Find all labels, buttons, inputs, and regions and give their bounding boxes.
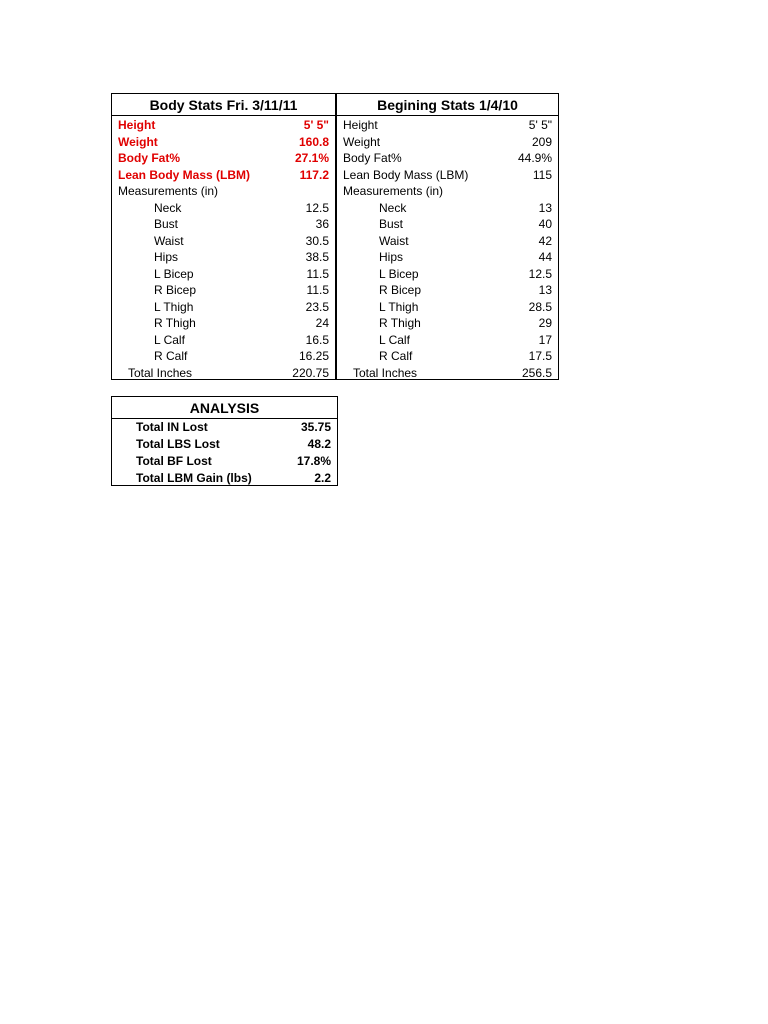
- analysis-row: [112, 470, 337, 487]
- beginning-measurement-row: [337, 282, 558, 299]
- row-value: 44: [538, 250, 552, 264]
- row-value: 2.2: [314, 471, 331, 485]
- row-value: 115: [532, 167, 552, 182]
- beginning-measurement-row: [337, 348, 558, 365]
- row-label: Hips: [154, 250, 179, 264]
- current-total-row: [112, 365, 335, 382]
- row-value: 44.9%: [517, 151, 552, 165]
- row-value: 23.5: [305, 299, 329, 314]
- row-label: Body Fat%: [343, 151, 402, 165]
- row-value: 42: [538, 233, 552, 248]
- row-value: 24: [315, 316, 329, 330]
- row-label: L Bicep: [379, 266, 419, 281]
- body-stats-table: [111, 93, 559, 380]
- row-label: Bust: [379, 217, 404, 231]
- beginning-measurement-row: [337, 249, 558, 266]
- row-value: 117.2: [299, 167, 329, 182]
- row-label: Height: [118, 118, 156, 132]
- row-value: 17.8%: [296, 454, 331, 468]
- current-measurement-row: [112, 249, 335, 266]
- row-label: L Bicep: [154, 266, 194, 281]
- row-label: Total BF Lost: [136, 454, 212, 468]
- beginning-measurement-row: [337, 200, 558, 217]
- analysis-table: [111, 396, 338, 486]
- analysis-row: [112, 453, 337, 470]
- row-label: Total LBS Lost: [136, 437, 220, 451]
- current-stats-header: Body Stats Fri. 3/11/11: [112, 94, 335, 116]
- beginning-measurement-row: [337, 216, 558, 233]
- row-label: L Thigh: [154, 299, 194, 314]
- beginning-measurement-row: [337, 332, 558, 349]
- row-value: 40: [538, 217, 552, 231]
- row-label: Waist: [154, 233, 184, 248]
- row-value: 11.5: [306, 283, 329, 297]
- row-label: L Thigh: [379, 299, 419, 314]
- row-value: 17.5: [528, 349, 552, 363]
- row-label: Bust: [154, 217, 179, 231]
- current-stats-column: [112, 94, 337, 379]
- current-measurement-row: [112, 299, 335, 316]
- row-value: 38.5: [305, 250, 329, 264]
- row-value: 30.5: [305, 233, 329, 248]
- beginning-lbm-row: [337, 167, 558, 184]
- row-value: 256.5: [521, 365, 552, 380]
- beginning-measurement-row: [337, 315, 558, 332]
- row-value: 48.2: [307, 437, 331, 451]
- beginning-measurement-row: [337, 299, 558, 316]
- row-value: 35.75: [300, 420, 331, 434]
- row-label: Lean Body Mass (LBM): [343, 167, 469, 182]
- row-label: Lean Body Mass (LBM): [118, 167, 251, 182]
- analysis-row: [112, 436, 337, 453]
- beginning-body-fat-row: [337, 150, 558, 167]
- row-label: Total IN Lost: [136, 420, 208, 434]
- row-value: 27.1%: [294, 151, 329, 165]
- row-label: Weight: [118, 134, 158, 149]
- current-measurement-row: [112, 315, 335, 332]
- current-measurement-row: [112, 233, 335, 250]
- analysis-header: ANALYSIS: [112, 397, 337, 419]
- row-label: R Thigh: [154, 316, 196, 330]
- row-label: L Calf: [379, 332, 410, 347]
- row-label: Total LBM Gain (lbs): [136, 471, 252, 485]
- row-label: R Calf: [379, 349, 413, 363]
- row-label: Measurements (in): [118, 184, 219, 198]
- row-value: 160.8: [298, 134, 329, 149]
- row-value: 28.5: [528, 299, 552, 314]
- row-value: 13: [538, 283, 552, 297]
- current-measurement-row: [112, 200, 335, 217]
- current-height-row: [112, 117, 335, 134]
- row-label: Height: [343, 118, 378, 132]
- beginning-stats-column: [337, 94, 558, 379]
- row-value: 5' 5": [528, 118, 552, 132]
- row-value: 11.5: [306, 266, 329, 281]
- row-value: 13: [538, 200, 552, 215]
- row-label: L Calf: [154, 332, 185, 347]
- beginning-stats-header: Begining Stats 1/4/10: [337, 94, 558, 116]
- row-value: 12.5: [305, 200, 329, 215]
- current-measurements-heading: [112, 183, 335, 200]
- beginning-measurements-heading: [337, 183, 558, 200]
- row-label: Neck: [154, 200, 182, 215]
- row-value: 16.25: [298, 349, 329, 363]
- row-label: R Calf: [154, 349, 188, 363]
- row-value: 12.5: [528, 266, 552, 281]
- beginning-measurement-row: [337, 266, 558, 283]
- current-measurement-row: [112, 216, 335, 233]
- row-value: 29: [538, 316, 552, 330]
- row-value: 209: [531, 134, 552, 149]
- row-value: 220.75: [292, 365, 329, 380]
- row-value: 36: [315, 217, 329, 231]
- current-measurement-row: [112, 332, 335, 349]
- current-measurement-row: [112, 282, 335, 299]
- row-label: Weight: [343, 134, 381, 149]
- row-label: Neck: [379, 200, 407, 215]
- row-label: R Bicep: [379, 283, 422, 297]
- row-label: Hips: [379, 250, 404, 264]
- row-value: 16.5: [305, 332, 329, 347]
- row-label: R Thigh: [379, 316, 421, 330]
- row-label: Total Inches: [353, 365, 418, 380]
- row-label: Body Fat%: [118, 151, 181, 165]
- current-weight-row: [112, 134, 335, 151]
- row-value: 5' 5": [303, 118, 329, 132]
- row-label: R Bicep: [154, 283, 197, 297]
- analysis-row: [112, 419, 337, 436]
- row-label: Total Inches: [128, 365, 193, 380]
- current-lbm-row: [112, 167, 335, 184]
- current-measurement-row: [112, 266, 335, 283]
- row-label: Waist: [379, 233, 409, 248]
- beginning-measurement-row: [337, 233, 558, 250]
- row-label: Measurements (in): [343, 184, 444, 198]
- current-measurement-row: [112, 348, 335, 365]
- beginning-height-row: [337, 117, 558, 134]
- current-body-fat-row: [112, 150, 335, 167]
- beginning-weight-row: [337, 134, 558, 151]
- beginning-total-row: [337, 365, 558, 382]
- row-value: 17: [538, 332, 552, 347]
